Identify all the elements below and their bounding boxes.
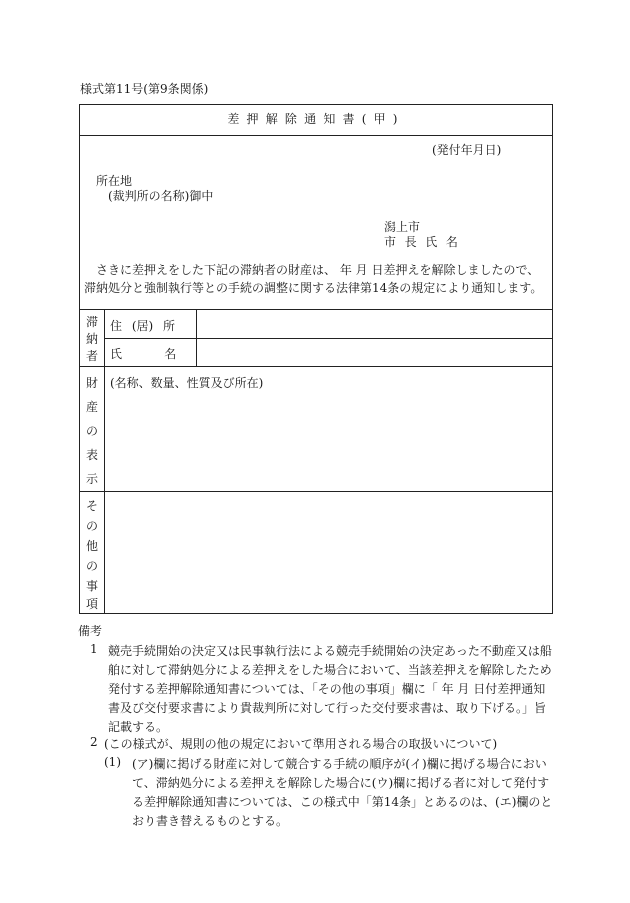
note-number: 1 [90,642,98,656]
intro-text: さきに差押えをした下記の滞納者の財産は、 年 月 日差押えを解除しましたので、滞納処分と強制執行等との手続の調整に関する法律第14条の規定により通知します。 [84,263,543,295]
taxpayer-header-char: 者 [85,349,98,363]
form-title: 差押解除通知書(甲) [227,112,405,126]
note-number: 2 [90,735,98,749]
taxpayer-header-char: 滞 [85,315,98,329]
name-label: 氏 名 [110,347,177,361]
issuer-mayor: 市 長 氏 名 [384,235,458,249]
other-header-char: 項 [85,597,98,611]
property-divider [79,491,553,492]
intro-divider [79,309,553,310]
property-note: (名称、数量、性質及び所在) [110,376,264,390]
taxpayer-header-char: 納 [85,332,98,346]
recipient-court: (裁判所の名称)御中 [108,189,214,203]
header-column-divider [104,309,105,614]
other-header-char: そ [85,499,98,513]
property-header-char: 示 [85,472,98,486]
property-header-char: 産 [85,400,98,414]
issuer-city: 潟上市 [384,220,421,234]
note-text: (ア)欄に掲げる財産に対して競合する手続の順序が(イ)欄に掲げる場合において、滞納処分による差押えを解除した場合に(ウ)欄に掲げる者に対して発付する差押解除通知書については、この様式中「第14条」とあるのは、(エ)欄のとおり書き替えるものとする。 [132,757,553,828]
title-divider [79,135,553,136]
property-header-char: 財 [85,376,98,390]
note-text: (この様式が、規則の他の規定において準用される場合の取扱いについて) [104,737,498,751]
other-header-char: の [85,559,98,573]
other-header-char: 事 [85,579,98,593]
taxpayer-divider [79,366,553,367]
note-text: 競売手続開始の決定又は民事執行法による競売手続開始の決定あった不動産又は船舶に対して滞納処分による差押えをした場合において、当該差押えを解除したため発付する差押解除通知書については、「その他の事項」欄に「 年 月 日付差押通知書及び交付要求書により貴裁判所に対して行った交付要求書は、取り下げる。」旨記載する。 [108,644,552,734]
label-column-divider [196,309,197,366]
issue-date: (発付年月日) [432,143,502,157]
property-header-char: 表 [85,448,98,462]
recipient-address: 所在地 [96,174,133,188]
address-label: 住 (居) 所 [110,319,175,333]
property-header-char: の [85,424,98,438]
other-header-char: の [85,519,98,533]
note-number: (1) [104,755,121,769]
taxpayer-row-divider [105,338,553,339]
notes-heading: 備考 [78,624,103,638]
form-id: 様式第11号(第9条関係) [80,82,209,96]
other-header-char: 他 [85,539,98,553]
